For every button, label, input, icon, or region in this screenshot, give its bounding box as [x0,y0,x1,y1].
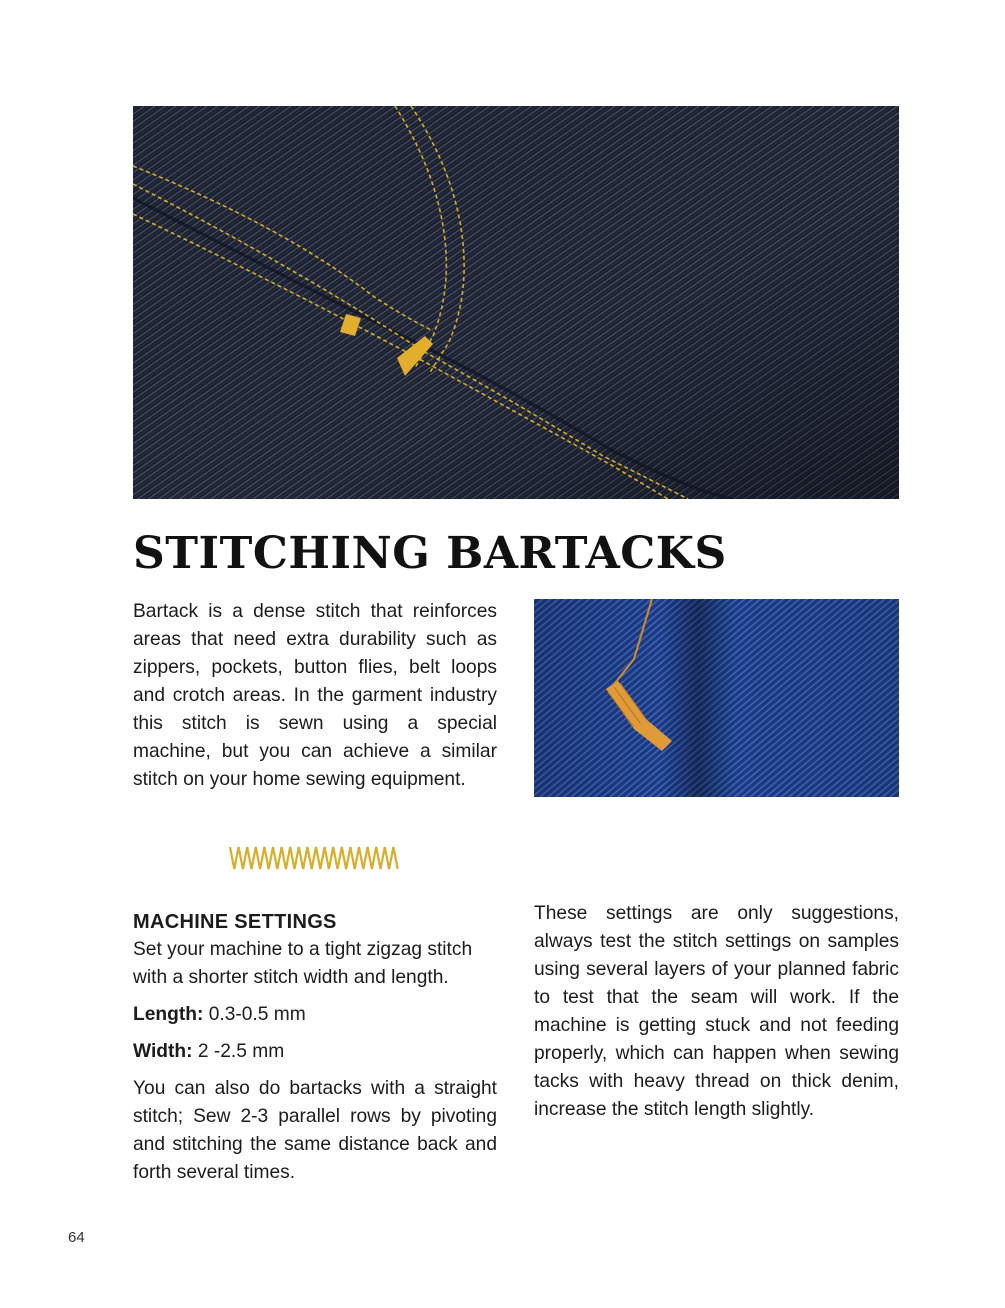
machine-settings-description: Set your machine to a tight zigzag stitch with a shorter stitch width and length. [133,939,473,988]
machine-settings-block [133,908,497,1187]
length-value: 0.3-0.5 mm [208,1004,306,1025]
width-value: 2 -2.5 mm [197,1041,285,1062]
hero-denim-photo [133,106,899,499]
straight-stitch-note: You can also do bartacks with a straight stitch; Sew 2-3 parallel rows by pivoting and stitching the same distance back and forth several times. [133,1078,497,1183]
zigzag-stitch-icon [229,845,402,871]
suggestions-block [534,900,899,1124]
suggestions-paragraph: These settings are only suggestions, always test the stitch settings on samples using several layers of your planned fabric to test that the seam will work. If the machine is getting stuck and not feeding properly, which can happen when sewing tacks with heavy thread on thick denim, increase the stitch length slightly. [534,903,899,1120]
machine-settings-heading: MACHINE SETTINGS [133,911,337,933]
intro-paragraph-block [133,598,497,794]
bartack-detail-photo [534,599,899,797]
page-title: STITCHING BARTACKS [133,528,727,579]
length-setting [133,1001,497,1029]
intro-paragraph: Bartack is a dense stitch that reinforces areas that need extra durability such as zippers, pockets, button flies, belt loops and crotch areas. In the garment industry this stitch is sewn using a special machine, but you can achieve a similar stitch on your home sewing equipment. [133,601,497,790]
width-label: Width: [133,1041,193,1062]
page-number: 64 [68,1229,85,1246]
length-label: Length: [133,1004,204,1025]
width-setting [133,1038,497,1066]
